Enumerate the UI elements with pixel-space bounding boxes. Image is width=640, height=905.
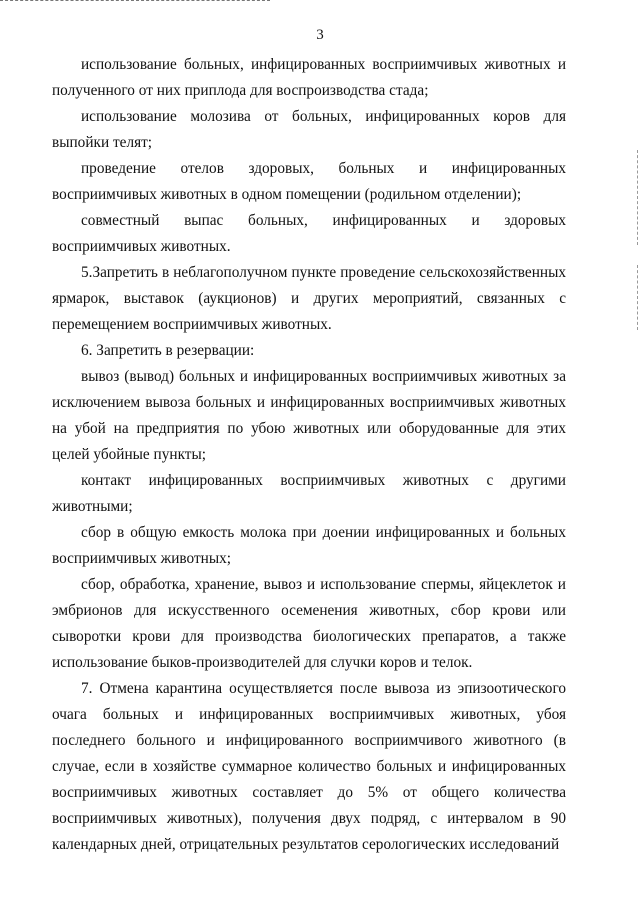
paragraph: сбор, обработка, хранение, вывоз и использование спермы, яйцеклеток и эмбрионов для искусственного осеменения животных, сбор крови или сыворотки крови для производства биологических препаратов, а также использование быков-производителей для случки коров и телок. (52, 576, 566, 671)
paragraph: 7. Отмена карантина осуществляется после вывоза из эпизоотического очага больных и инфицированных восприимчивых животных, убоя последнего больного и инфицированного восприимчивого животного (в случае, если в хозяйстве суммарное количество больных и инфицированных восприимчивых животных составляет до 5% от общего количества восприимчивых животных), получения двух подряд, с интервалом в 90 календарных дней, отрицательных результатов серологических исследований (52, 680, 566, 853)
right-edge-mark (637, 265, 638, 330)
paragraph: сбор в общую емкость молока при доении инфицированных и больных восприимчивых животных; (52, 524, 566, 567)
paragraph: использование молозива от больных, инфицированных коров для выпойки телят; (52, 108, 566, 151)
right-edge-mark (637, 150, 638, 245)
paragraph: 6. Запретить в резервации: (81, 342, 255, 359)
paragraph: совместный выпас больных, инфицированных и здоровых восприимчивых животных. (52, 212, 566, 255)
paragraph: использование больных, инфицированных восприимчивых животных и полученного от них приплода для воспроизводства стада; (52, 56, 566, 99)
paragraph: проведение отелов здоровых, больных и инфицированных восприимчивых животных в одном помещении (родильном отделении); (52, 160, 566, 203)
paragraph: контакт инфицированных восприимчивых животных с другими животными; (52, 472, 566, 515)
top-dashed-border (0, 0, 270, 1)
page-number: 3 (316, 27, 324, 43)
paragraph: вывоз (вывод) больных и инфицированных восприимчивых животных за исключением вывоза больных и инфицированных восприимчивых животных на убой на предприятия по убою животных или оборудованные для этих целей убойные пункты; (52, 368, 566, 463)
document-body (52, 52, 566, 858)
paragraph: 5.Запретить в неблагополучном пункте проведение сельскохозяйственных ярмарок, выставок (аукционов) и других мероприятий, связанных с перемещением восприимчивых животных. (52, 264, 566, 333)
